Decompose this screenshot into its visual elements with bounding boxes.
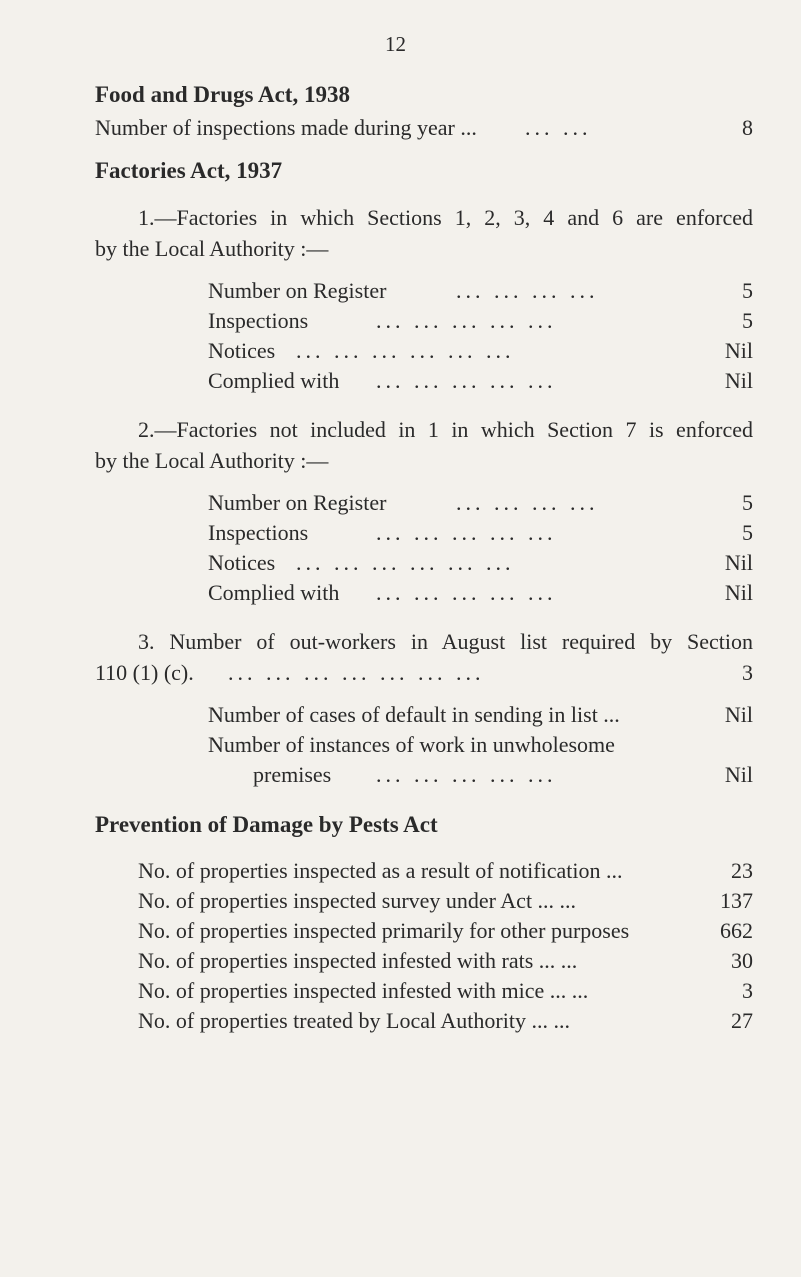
s3-unwholesome-row — [253, 762, 753, 792]
row-label: Number on Register — [208, 278, 387, 303]
pests-heading: Prevention of Damage by Pests Act — [95, 812, 438, 837]
row-label: No. of properties inspected infested with rats ... ... — [138, 948, 578, 973]
row-label: Inspections — [208, 308, 309, 333]
row-dots: ... ... ... ... — [456, 278, 599, 303]
s3-unwholesome-label-2: premises — [253, 762, 332, 787]
row-label: Number on Register — [208, 490, 387, 515]
s2-intro-line-1: 2.—Factories not included in 1 in which Section 7 is enforced — [138, 417, 753, 442]
page-number: 12 — [385, 32, 406, 56]
row-dots: ... ... ... ... ... ... — [296, 338, 515, 363]
s3-intro-row — [95, 660, 753, 690]
pests-row — [138, 858, 753, 888]
row-label: Inspections — [208, 520, 309, 545]
row-dots: ... ... ... ... — [456, 490, 599, 515]
row-value: Nil — [724, 338, 753, 363]
row-dots: ... ... ... ... ... — [376, 520, 557, 545]
factories-heading: Factories Act, 1937 — [95, 158, 283, 183]
pests-row — [138, 918, 753, 948]
food-drugs-value: 8 — [742, 115, 753, 140]
s1-row-inspections — [208, 308, 753, 338]
s3-unwholesome-label-1: Number of instances of work in unwholesome — [208, 732, 615, 757]
s2-row-register — [208, 490, 753, 520]
s3-unwholesome-value: Nil — [724, 762, 753, 787]
s3-default-label: Number of cases of default in sending in list ... — [208, 702, 620, 727]
pests-row — [138, 948, 753, 978]
row-label: No. of properties inspected survey under Act ... ... — [138, 888, 577, 913]
row-value: 137 — [720, 888, 753, 913]
row-label: No. of properties treated by Local Authority ... ... — [138, 1008, 570, 1033]
s3-outworkers-value: 3 — [742, 660, 753, 685]
row-dots: ... ... ... ... ... ... ... — [228, 660, 485, 685]
s1-row-register — [208, 278, 753, 308]
row-dots: ... ... ... ... ... — [376, 368, 557, 393]
row-label: No. of properties inspected primarily for other purposes — [138, 918, 630, 943]
s1-row-complied — [208, 368, 753, 398]
s3-intro-line-2: 110 (1) (c). — [95, 660, 194, 685]
s2-row-inspections — [208, 520, 753, 550]
food-drugs-heading: Food and Drugs Act, 1938 — [95, 82, 350, 107]
row-value: Nil — [724, 368, 753, 393]
row-value: 30 — [731, 948, 753, 973]
row-label: Complied with — [208, 368, 340, 393]
row-value: 5 — [742, 308, 753, 333]
s3-intro-line-1: 3. Number of out-workers in August list required by Section — [138, 629, 753, 654]
s2-row-notices — [208, 550, 753, 580]
row-dots: ... ... ... ... ... — [376, 308, 557, 333]
row-value: 5 — [742, 278, 753, 303]
row-label: Notices — [208, 550, 276, 575]
s3-default-value: Nil — [724, 702, 753, 727]
pests-row — [138, 1008, 753, 1038]
s1-intro-line-2: by the Local Authority :— — [95, 236, 329, 261]
row-label: No. of properties inspected as a result of notification ... — [138, 858, 623, 883]
row-label: Complied with — [208, 580, 340, 605]
s1-intro-line-1: 1.—Factories in which Sections 1, 2, 3, 4 and 6 are enforced — [138, 205, 753, 230]
row-value: Nil — [724, 550, 753, 575]
row-dots: ... ... ... ... ... — [376, 762, 557, 787]
s3-default-row — [208, 702, 753, 732]
food-drugs-label: Number of inspections made during year ... — [95, 115, 477, 140]
pests-row — [138, 978, 753, 1008]
row-value: 662 — [720, 918, 753, 943]
row-value: Nil — [724, 580, 753, 605]
pests-row — [138, 888, 753, 918]
row-value: 5 — [742, 490, 753, 515]
food-drugs-row — [95, 115, 753, 145]
row-value: 5 — [742, 520, 753, 545]
row-value: 27 — [731, 1008, 753, 1033]
row-label: No. of properties inspected infested with mice ... ... — [138, 978, 589, 1003]
row-label: Notices — [208, 338, 276, 363]
s1-row-notices — [208, 338, 753, 368]
s2-row-complied — [208, 580, 753, 610]
food-drugs-dots: ... ... — [525, 115, 592, 140]
s2-intro-line-2: by the Local Authority :— — [95, 448, 329, 473]
row-value: 23 — [731, 858, 753, 883]
row-dots: ... ... ... ... ... ... — [296, 550, 515, 575]
row-value: 3 — [742, 978, 753, 1003]
row-dots: ... ... ... ... ... — [376, 580, 557, 605]
